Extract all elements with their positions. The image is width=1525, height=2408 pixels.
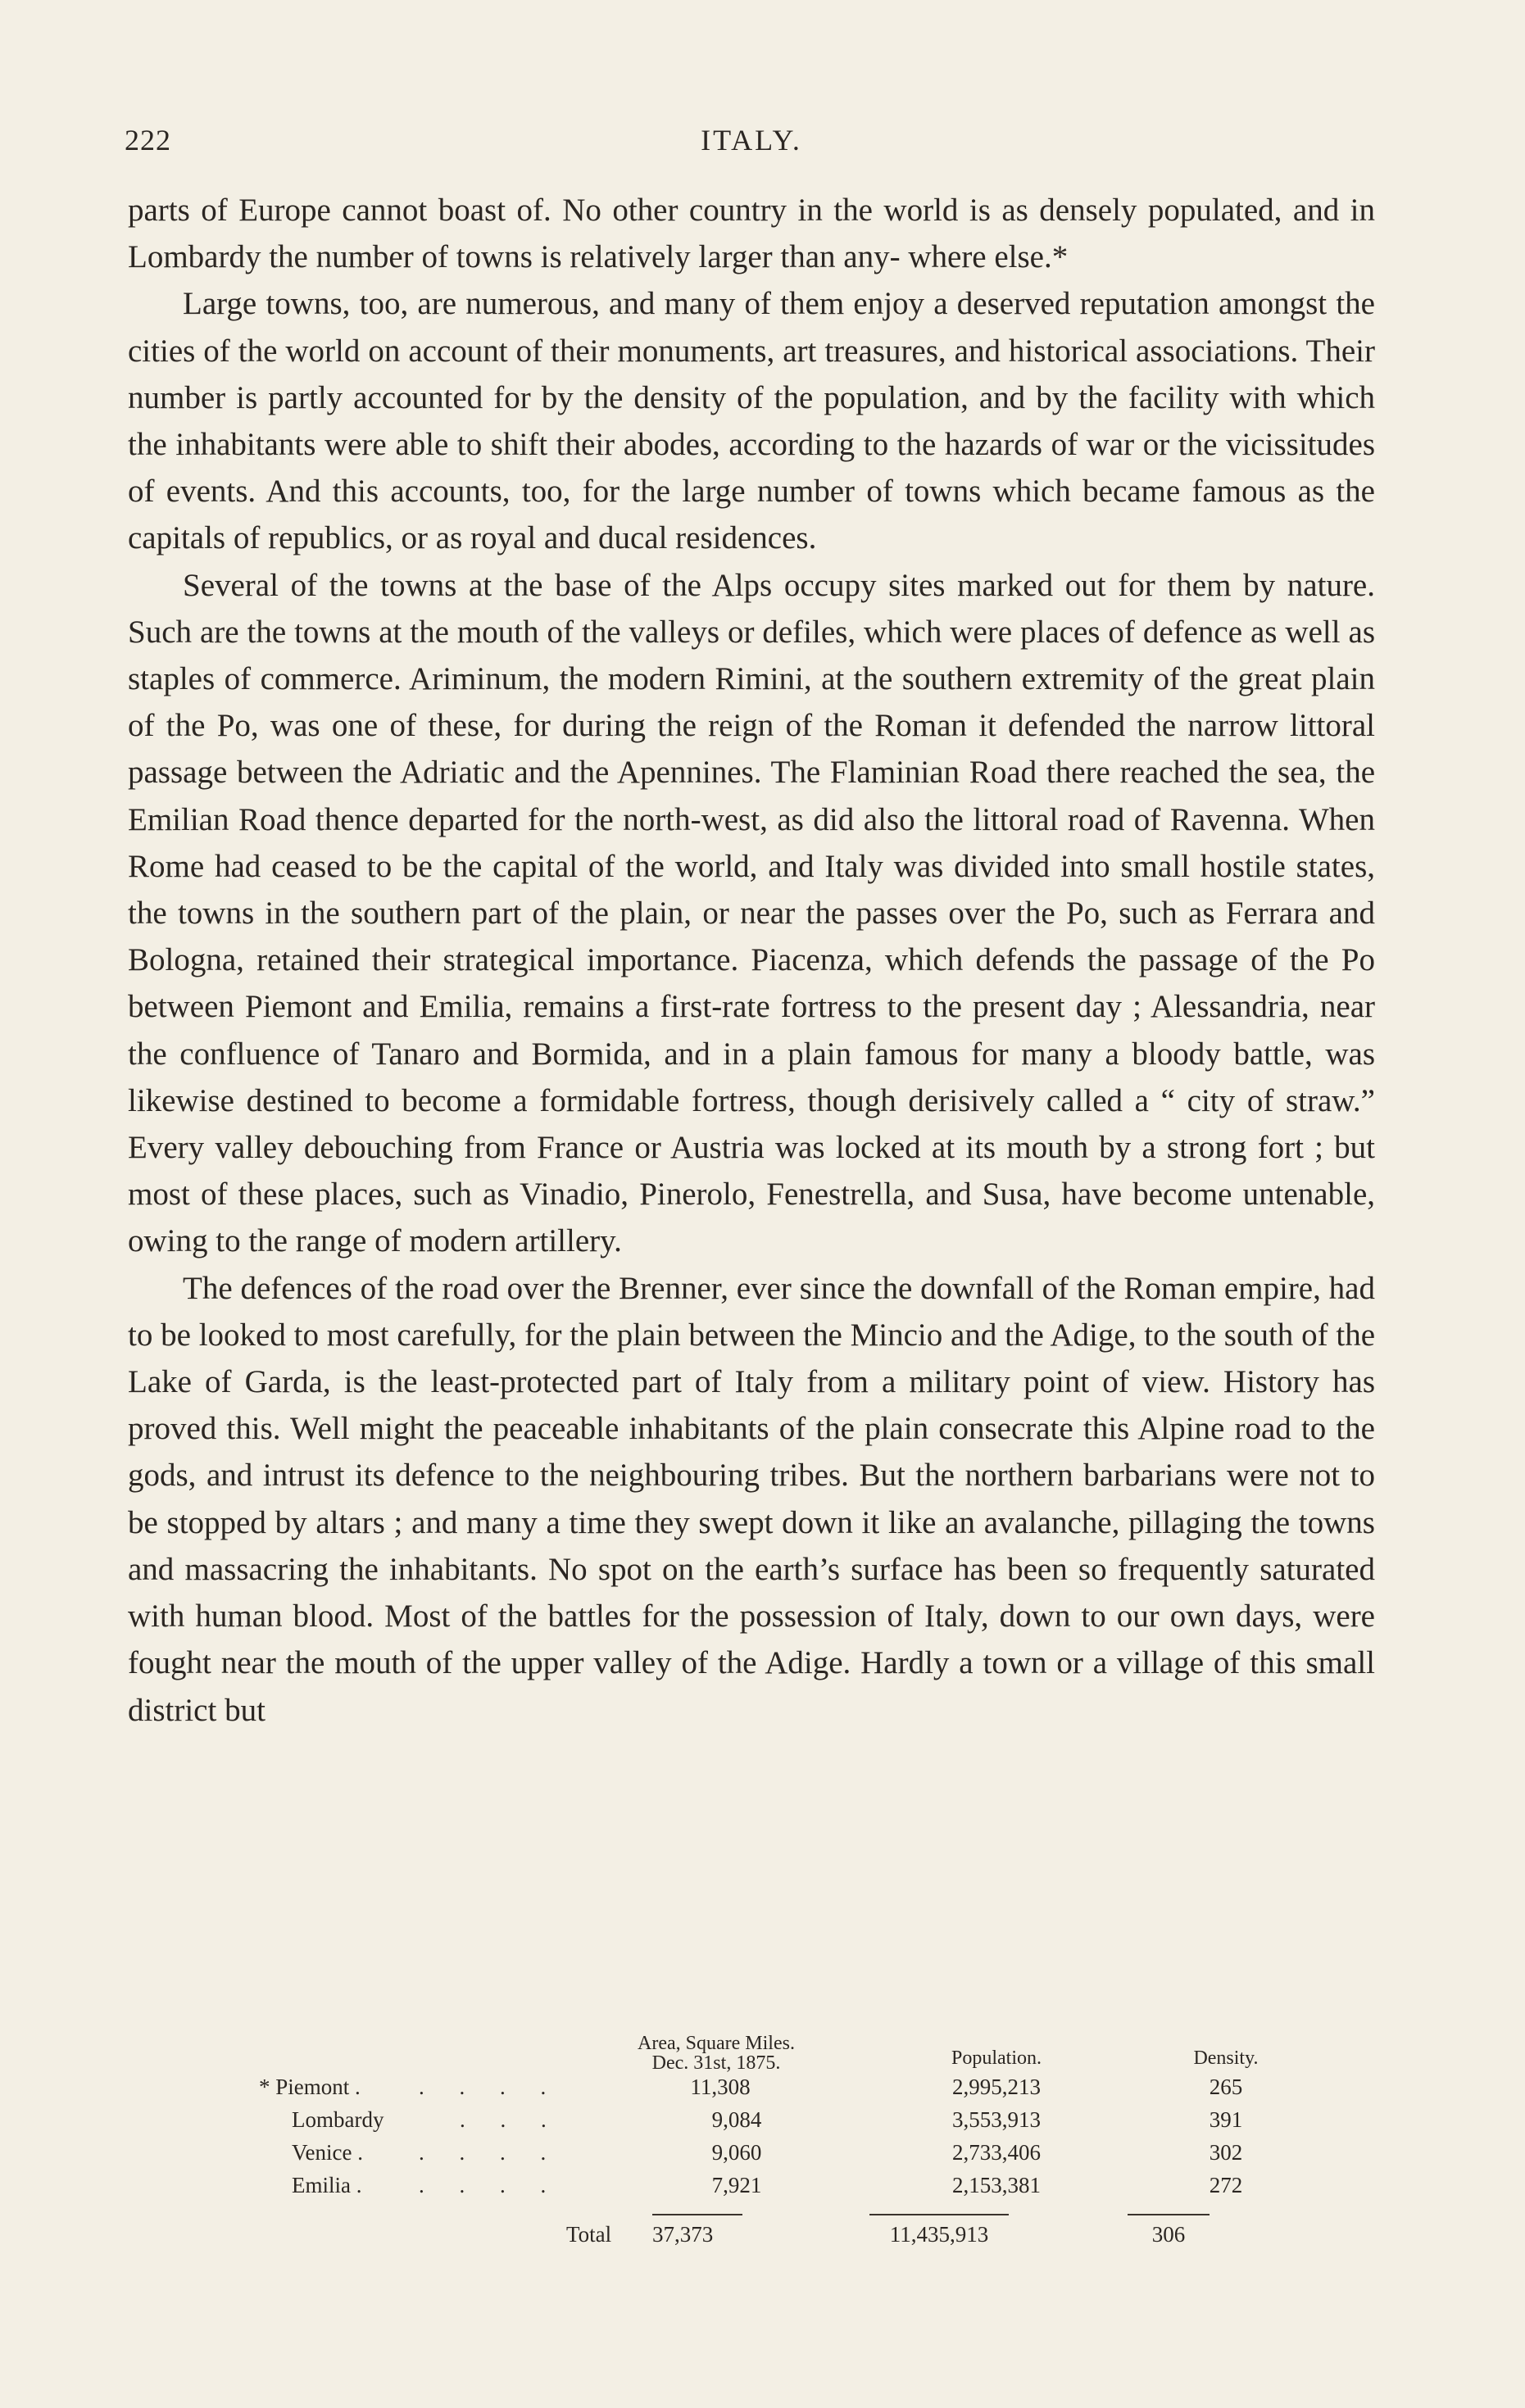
row-leaders: . . . . [419, 2075, 561, 2099]
row-label: Lombardy [292, 2107, 384, 2132]
row-density: 265 [1209, 2075, 1243, 2099]
footnote-table [128, 2032, 1375, 2261]
row-area: 7,921 [711, 2173, 762, 2197]
row-density: 391 [1209, 2107, 1243, 2132]
row-leaders: . . . [460, 2107, 561, 2132]
total-label: Total [566, 2222, 612, 2247]
row-label: * Piemont . [259, 2075, 361, 2099]
row-density: 302 [1209, 2140, 1243, 2165]
row-density: 272 [1209, 2173, 1243, 2197]
body-text [128, 187, 1375, 1734]
page-number: 222 [125, 124, 171, 156]
row-label: Emilia . [292, 2173, 362, 2197]
row-population: 2,995,213 [952, 2075, 1041, 2099]
row-leaders: . . . . [419, 2173, 561, 2197]
row-area: 9,084 [711, 2107, 762, 2132]
total-density: 306 [1151, 2222, 1186, 2247]
population-header: Population. [951, 2047, 1042, 2069]
row-population: 2,153,381 [952, 2173, 1041, 2197]
paragraph: Several of the towns at the base of the Alps occupy sites marked out for them by nature. Such are the towns at the mouth of the valleys or defiles, which were places of defence as well as staples of commerce. Ariminum, the modern Rimini, at the southern extremity of the great plain of the Po, was one of these, for during the reign of the Roman it defended the narrow littoral passage between the Adriatic and the Apennines. The Flaminian Road there reached the sea, the Emilian Road thence departed for the north-west, as did also the littoral road of Ravenna. When Rome had ceased to be the capital of the world, and Italy was divided into small hostile states, the towns in the southern part of the plain, or near the passes over the Po, such as Ferrara and Bologna, retained their strategical importance. Piacenza, which defends the passage of the Po between Piemont and Emilia, remains a first-rate fortress to the present day ; Alessandria, near the confluence of Tanaro and Bormida, and in a plain famous for many a bloody battle, was likewise destined to become a formidable fortress, though derisively called a “ city of straw.” Every valley debouching from France or Austria was locked at its mouth by a strong fort ; but most of these places, such as Vinadio, Pinerolo, Fenestrella, and Susa, have become untenable, owing to the range of modern artillery. [128, 567, 1375, 1259]
total-rule [869, 2214, 1009, 2215]
total-rule [1128, 2214, 1210, 2215]
row-label: Venice . [292, 2140, 363, 2165]
total-rule [652, 2214, 742, 2215]
area-header: Area, Square Miles. Dec. 31st, 1875. [638, 2033, 795, 2074]
density-header: Density. [1193, 2047, 1259, 2069]
row-area: 11,308 [690, 2075, 751, 2099]
total-area: 37,373 [652, 2222, 714, 2247]
paragraph: Large towns, too, are numerous, and many of them enjoy a deserved reputation amongst the cities of the world on account of their monuments, art treasures, and historical associations. Their number is partly accounted for by the density of the population, and by the facility with which the inhabitants were able to shift their abodes, according to the hazards of war or the vicissitudes of events. And this accounts, too, for the large number of towns which became famous as the capitals of republics, or as royal and ducal residences. [128, 286, 1375, 556]
row-population: 2,733,406 [952, 2140, 1041, 2165]
paragraph: parts of Europe cannot boast of. No other country in the world is as densely populated, and in Lombardy the number of towns is relatively larger than any- where else.* [128, 193, 1375, 275]
row-population: 3,553,913 [952, 2107, 1041, 2132]
total-population: 11,435,913 [889, 2222, 989, 2247]
row-leaders: . . . . [419, 2140, 561, 2165]
paragraph: The defences of the road over the Brenner, ever since the downfall of the Roman empire, had to be looked to most carefully, for the plain between the Mincio and the Adige, to the south of the Lake of Garda, is the least-protected part of Italy from a military point of view. History has proved this. Well might the peaceable inhabitants of the plain consecrate this Alpine road to the gods, and intrust its defence to the neighbouring tribes. But the northern barbarians were not to be stopped by altars ; and many a time they swept down it like an avalanche, pillaging the towns and massacring the inhabitants. No spot on the earth’s surface has been so frequently saturated with human blood. Most of the battles for the possession of Italy, down to our own days, were fought near the mouth of the upper valley of the Adige. Hardly a town or a village of this small district but [128, 1270, 1375, 1728]
row-area: 9,060 [711, 2140, 762, 2165]
running-title: ITALY. [701, 124, 802, 156]
